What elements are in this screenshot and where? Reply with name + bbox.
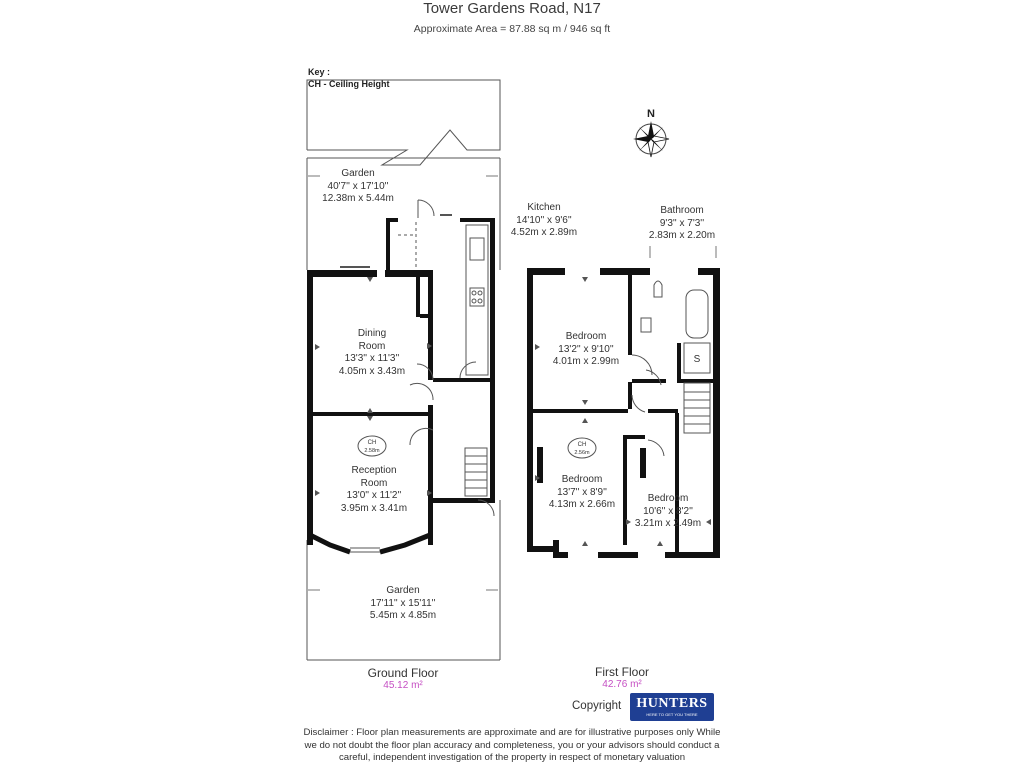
ground-floor-name: Ground Floor: [367, 666, 439, 680]
room-label-reception-room: Reception Room 13'0'' x 11'2'' 3.95m x 3.41m: [340, 465, 408, 514]
ch-label-ground: CH: [367, 440, 377, 446]
ch-value-first: 2.56m: [574, 450, 590, 456]
room-label-garden-rear: Garden 40'7'' x 17'10'' 12.38m x 5.44m: [322, 168, 394, 204]
disclaimer-text: Disclaimer : Floor plan measurements are approximate and are for illustrative purposes only While we do not doubt the floor plan accuracy and completeness, you or your advisors should conduct a careful, independent investigation of the property in respect of monetary valuation: [303, 727, 721, 763]
first-floor-name: First Floor: [595, 665, 649, 679]
compass-north-label: N: [647, 108, 655, 120]
room-label-bathroom: Bathroom 9'3'' x 7'3'' 2.83m x 2.20m: [648, 205, 716, 241]
ch-value-ground: 2.58m: [364, 448, 380, 454]
room-label-dining-room: Dining Room 13'3'' x 11'3'' 4.05m x 3.43m: [338, 328, 406, 377]
compass-icon: [633, 121, 669, 157]
storage-label: S: [693, 354, 701, 365]
bay-window-glazing: [350, 548, 380, 552]
room-label-bedroom-2: Bedroom 13'7'' x 8'9'' 4.13m x 2.66m: [548, 474, 616, 510]
logo-tagline: HERE TO GET YOU THERE: [646, 712, 698, 717]
bay-window: [310, 535, 430, 552]
key-entry: CH - Ceiling Height: [308, 79, 390, 89]
room-label-bedroom-3: Bedroom 10'6'' x 8'2'' 3.21m x 2.49m: [634, 493, 702, 529]
room-label-kitchen: Kitchen 14'10'' x 9'6'' 4.52m x 2.89m: [510, 202, 578, 238]
garden-front-outline: [307, 500, 500, 660]
hunters-logo: [630, 693, 714, 721]
ground-floor-area: 45.12 m²: [383, 680, 423, 691]
key-heading: Key :: [308, 67, 331, 77]
logo-wordmark: HUNTERS: [636, 696, 708, 711]
room-label-garden-front: Garden 17'11'' x 15'11'' 5.45m x 4.85m: [369, 585, 437, 621]
copyright-label: Copyright: [572, 700, 622, 712]
approximate-area: Approximate Area = 87.88 sq m / 946 sq ft: [413, 23, 611, 35]
first-floor-caption: [572, 665, 672, 690]
first-door-swings: [632, 355, 664, 456]
first-floor-area: 42.76 m²: [602, 679, 642, 690]
ceiling-height-markers: [358, 436, 596, 458]
plan-title: Tower Gardens Road, N17: [423, 0, 601, 17]
first-stairs: [684, 383, 710, 433]
door-swings: [410, 200, 494, 516]
room-label-bedroom-1: Bedroom 13'2'' x 9'10'' 4.01m x 2.99m: [552, 331, 620, 367]
ground-floor-caption: [353, 666, 453, 691]
ch-label-first: CH: [577, 442, 587, 448]
ground-stairs: [465, 448, 487, 496]
bathroom-dimension-bracket: [650, 246, 716, 258]
